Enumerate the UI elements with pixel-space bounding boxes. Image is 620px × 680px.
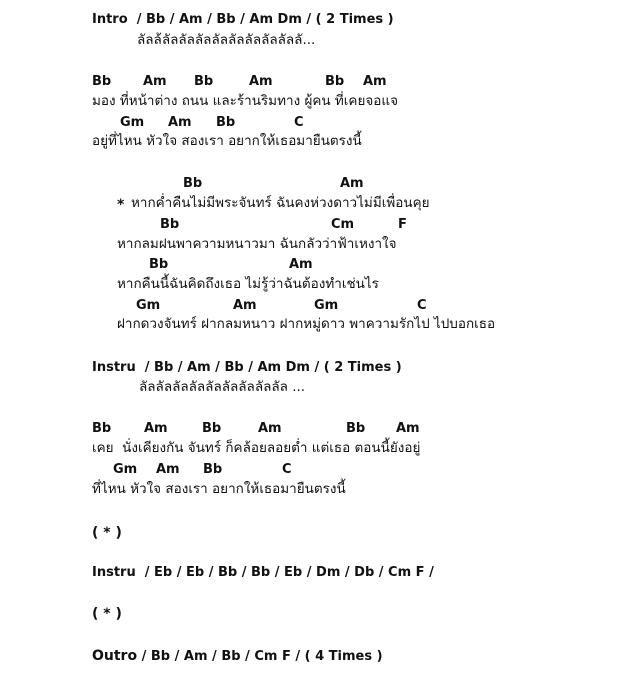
chord: C (294, 115, 304, 130)
chord: Am (340, 176, 364, 191)
chord: Bb (346, 421, 366, 436)
chord: Gm (113, 462, 138, 477)
outro-line (92, 649, 383, 663)
chord: C (417, 298, 427, 313)
chord: Bb (160, 217, 180, 232)
chord: Am (168, 115, 192, 130)
chord: Am (233, 298, 257, 313)
outro-chords: / Bb / Am / Bb / Cm F / ( 4 Times ) (137, 649, 383, 664)
chord: Am (143, 74, 167, 89)
chord: F (398, 217, 407, 232)
chord: Gm (314, 298, 339, 313)
instru-header: Instru / Eb / Eb / Bb / Bb / Eb / Dm / Db / Cm F / (92, 565, 434, 580)
lyric-line: มอง ที่หน้าต่าง ถนน และร้านริมทาง ผู้คน ที่เคยจอแจ (92, 93, 398, 109)
chord: Am (249, 74, 273, 89)
lyric-line: ฝากดวงจันทร์ ฝากลมหนาว ฝากหมู่ดาว พาความรักไป ไปบอกเธอ (117, 316, 496, 332)
chord: Bb (92, 74, 112, 89)
intro-header: Intro / Bb / Am / Bb / Am Dm / ( 2 Times ) (92, 12, 394, 27)
chord: Am (258, 421, 282, 436)
intro-hum: ลัลล้ลัลลัลลัลลัลลัลลัลลัลลัลลั... (137, 32, 316, 48)
lyric-line: ที่ไหน หัวใจ สองเรา อยากให้เธอมายืนตรงนี้ (92, 481, 346, 497)
chord: Gm (120, 115, 145, 130)
lyric-line: เคย นั่งเคียงกัน จันทร์ ก็คล้อยลอยต่ำ แต่เธอ ตอนนี้ยังอยู่ (92, 440, 421, 456)
chord: Am (363, 74, 387, 89)
lyric-line: หากค่ำคืนไม่มีพระจันทร์ ฉันคงห่วงดาวไม่มีเพื่อนคุย (131, 195, 430, 211)
lyric-line: อยู่ที่ไหน หัวใจ สองเรา อยากให้เธอมายืนตรงนี้ (92, 133, 362, 149)
lyric-line: หากลมฝนพาความหนาวมา ฉันกลัวว่าฟ้าเหงาใจ (117, 236, 397, 252)
chord: Bb (194, 74, 214, 89)
chord: Bb (149, 257, 169, 272)
chord: Gm (136, 298, 161, 313)
chord: Bb (216, 115, 236, 130)
chord: Bb (202, 421, 222, 436)
lyric-line: หากคืนนี้ฉันคิดถึงเธอ ไม่รู้ว่าฉันต้องทำเช่นไร (117, 276, 379, 292)
chord: Bb (183, 176, 203, 191)
chord: Cm (331, 217, 355, 232)
chord: Bb (325, 74, 345, 89)
chord: Bb (203, 462, 223, 477)
chord: C (282, 462, 292, 477)
chord: Am (396, 421, 420, 436)
repeat-chorus-marker: ( * ) (92, 606, 122, 622)
chord: Bb (92, 421, 112, 436)
chord: Am (156, 462, 180, 477)
chord: Am (144, 421, 168, 436)
chord: Am (289, 257, 313, 272)
repeat-chorus-marker: ( * ) (92, 525, 122, 541)
outro-label: Outro (92, 648, 138, 664)
chorus-marker: * (117, 197, 125, 213)
instru-hum: ลัลลัลลัลลัลลัลลัลลัลลัลลัล ... (139, 379, 306, 395)
instru-header: Instru / Bb / Am / Bb / Am Dm / ( 2 Times ) (92, 360, 402, 375)
